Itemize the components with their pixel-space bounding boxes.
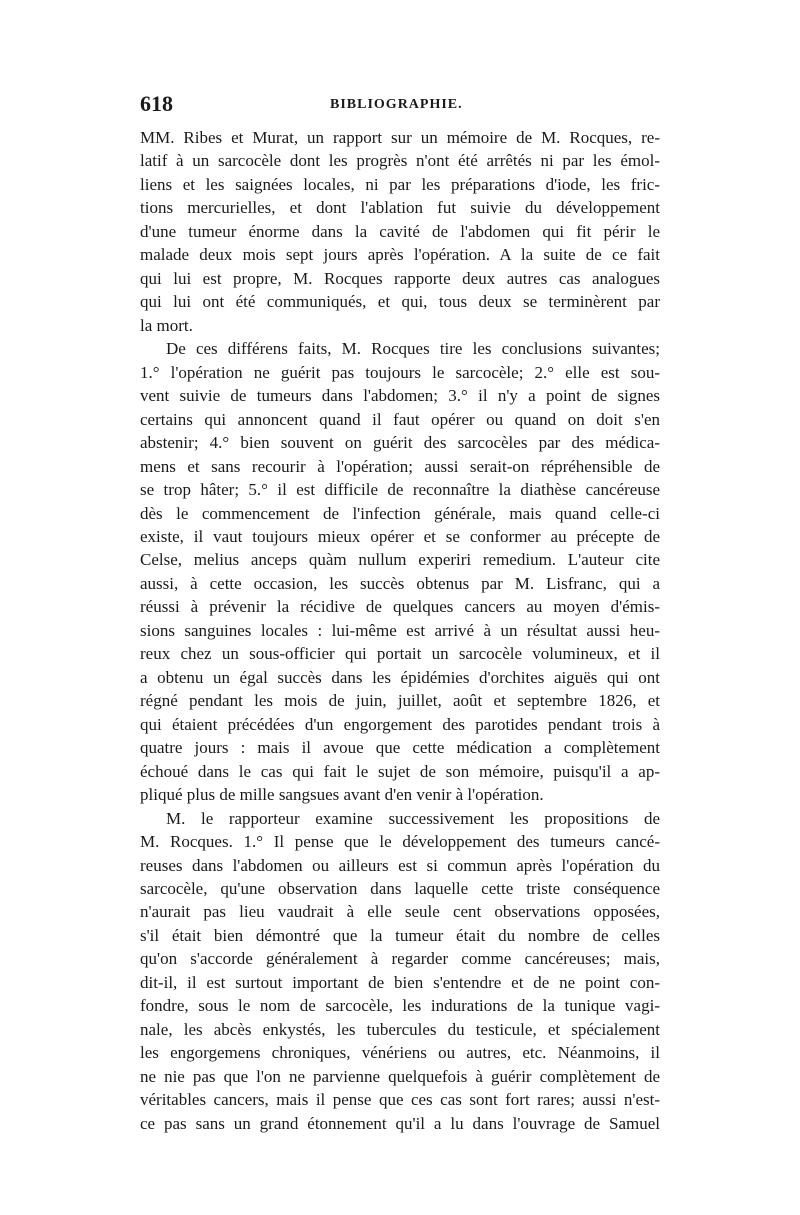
page-header <box>140 92 660 116</box>
text-line: qui lui ont été communiqués, et qui, tous deux se terminèrent par <box>140 292 660 312</box>
text-line: qu'on s'accorde généralement à regarder comme cancéreuses; mais, <box>140 949 660 969</box>
text-line: s'il était bien démontré que la tumeur était du nombre de celles <box>140 925 660 945</box>
text-line: MM. Ribes et Murat, un rapport sur un mémoire de M. Rocques, re- <box>140 128 660 147</box>
text-line: échoué dans le cas qui fait le sujet de son mémoire, puisqu'il a ap- <box>140 761 660 781</box>
text-line: aussi, à cette occasion, les succès obtenus par M. Lisfranc, qui a <box>140 573 660 593</box>
text-line: sarcocèle, qu'une observation dans laquelle cette triste conséquence <box>140 879 660 898</box>
text-line: latif à un sarcocèle dont les progrès n'ont été arrêtés ni par les émol- <box>140 151 660 171</box>
text-line: la mort. <box>140 315 193 335</box>
text-line: vent suivie de tumeurs dans l'abdomen; 3.° il n'y a point de signes <box>140 386 660 406</box>
text-line: dit-il, il est surtout important de bien s'entendre et de ne point con- <box>140 972 660 992</box>
text-line: De ces différens faits, M. Rocques tire les conclusions suivantes; <box>166 339 660 359</box>
text-line: reux chez un sous-officier qui portait un sarcocèle volumineux, et il <box>140 644 660 664</box>
text-line: Celse, melius anceps quàm nullum experiri remedium. L'auteur cite <box>140 550 660 570</box>
text-line: nale, les abcès enkystés, les tubercules du testicule, et spécialement <box>140 1019 660 1039</box>
text-line: fondre, sous le nom de sarcocèle, les indurations de la tunique vagi- <box>140 996 660 1016</box>
text-line: liens et les saignées locales, ni par les préparations d'iode, les fric- <box>140 174 660 194</box>
text-line: existe, il vaut toujours mieux opérer et se conformer au précepte de <box>140 526 660 546</box>
text-line: dès le commencement de l'infection générale, mais quand celle-ci <box>140 503 660 523</box>
text-line: se trop hâter; 5.° il est difficile de reconnaître la diathèse cancéreuse <box>140 480 660 500</box>
text-line: sions sanguines locales : lui-même est arrivé à un résultat aussi heu- <box>140 620 660 640</box>
text-line: d'une tumeur énorme dans la cavité de l'abdomen qui fit périr le <box>140 221 660 241</box>
text-line: réussi à prévenir la récidive de quelques cancers au moyen d'émis- <box>140 597 660 617</box>
text-line: 1.° l'opération ne guérit pas toujours le sarcocèle; 2.° elle est sou- <box>140 362 660 382</box>
text-line: mens et sans recourir à l'opération; aussi serait-on répréhensible de <box>140 456 660 476</box>
text-line: ne nie pas que l'on ne parvienne quelquefois à guérir complètement de <box>140 1066 660 1086</box>
text-line: malade deux mois sept jours après l'opération. A la suite de ce fait <box>140 245 660 265</box>
text-line: reuses dans l'abdomen ou ailleurs est si commun après l'opération du <box>140 855 660 875</box>
text-line: ce pas sans un grand étonnement qu'il a lu dans l'ouvrage de Samuel <box>140 1113 660 1133</box>
text-line: a obtenu un égal succès dans les épidémies d'orchites aiguës qui ont <box>140 667 660 687</box>
text-line: qui lui est propre, M. Rocques rapporte deux autres cas analogues <box>140 268 660 288</box>
text-line: pliqué plus de mille sangsues avant d'en venir à l'opération. <box>140 785 544 805</box>
body-text <box>140 126 660 1135</box>
text-line: certains qui annoncent quand il faut opérer ou quand on doit s'en <box>140 409 660 429</box>
text-line: M. le rapporteur examine successivement les propositions de <box>166 808 660 828</box>
text-line: M. Rocques. 1.° Il pense que le développement des tumeurs cancé- <box>140 832 660 852</box>
text-line: abstenir; 4.° bien souvent on guérit des sarcocèles par des médica- <box>140 433 660 453</box>
text-line: quatre jours : mais il avoue que cette médication a complètement <box>140 738 660 758</box>
text-line: n'aurait pas lieu vaudrait à elle seule cent observations opposées, <box>140 902 660 922</box>
page-number: 618 <box>140 91 173 116</box>
running-title: BIBLIOGRAPHIE. <box>330 97 463 112</box>
text-line: les engorgemens chroniques, vénériens ou autres, etc. Néanmoins, il <box>140 1043 660 1063</box>
text-line: qui étaient précédées d'un engorgement des parotides pendant trois à <box>140 714 660 734</box>
text-line: tions mercurielles, et dont l'ablation fut suivie du développement <box>140 198 660 218</box>
text-line: véritables cancers, mais il pense que ces cas sont fort rares; aussi n'est- <box>140 1090 660 1110</box>
text-line: régné pendant les mois de juin, juillet, août et septembre 1826, et <box>140 691 660 711</box>
